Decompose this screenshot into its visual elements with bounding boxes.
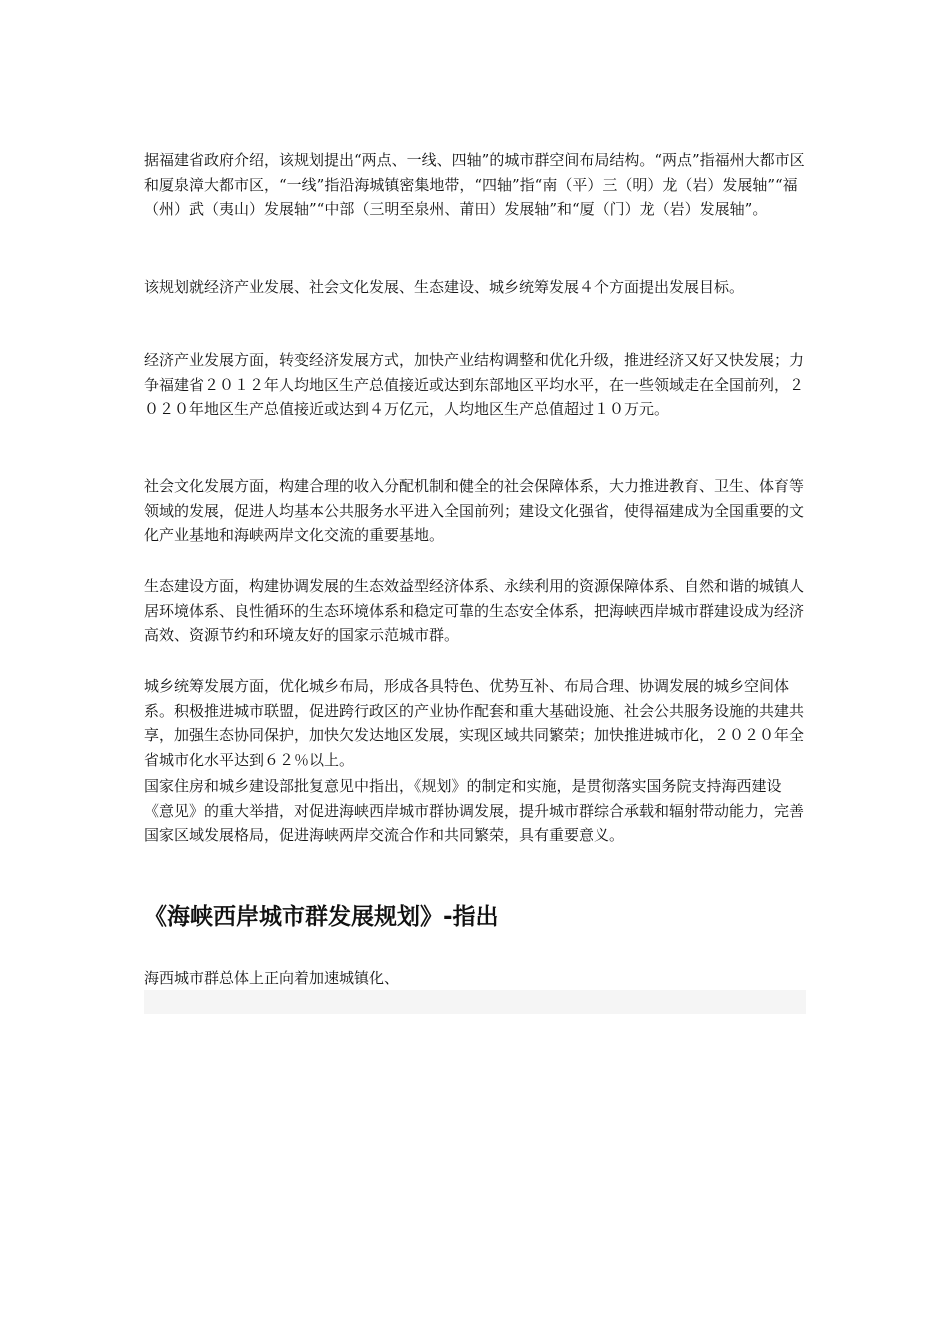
- paragraph-urban-rural: 城乡统筹发展方面，优化城乡布局，形成各具特色、优势互补、布局合理、协调发展的城乡空间体系。积极推进城市联盟，促进跨行政区的产业协作配套和重大基础设施、社会公共服务设施的共建共享，加强生态协同保护，加快欠发达地区发展，实现区域共同繁荣；加快推进城市化，２０２０年全省城市化水平达到６２％以上。: [144, 677, 805, 769]
- paragraph-ministry-opinion: 国家住房和城乡建设部批复意见中指出，《规划》的制定和实施，是贯彻落实国务院支持海西建设《意见》的重大举措，对促进海峡西岸城市群协调发展，提升城市群综合承载和辐射带动能力，完善国家区域发展格局，促进海峡两岸交流合作和共同繁荣，具有重要意义。: [144, 777, 805, 844]
- gray-content-bar: [144, 990, 806, 1014]
- section-heading: 《海峡西岸城市群发展规划》-指出: [144, 904, 499, 930]
- closing-line: 海西城市群总体上正向着加速城镇化、: [144, 969, 400, 987]
- paragraph-social-cultural: 社会文化发展方面，构建合理的收入分配机制和健全的社会保障体系，大力推进教育、卫生、体育等领域的发展，促进人均基本公共服务水平进入全国前列；建设文化强省，使得福建成为全国重要的文化产业基地和海峡两岸文化交流的重要基地。: [144, 477, 805, 544]
- paragraph-spatial-layout: 据福建省政府介绍，该规划提出“两点、一线、四轴”的城市群空间布局结构。“两点”指福州大都市区和厦泉漳大都市区，“一线”指沿海城镇密集地带，“四轴”指“南（平）三（明）龙（岩）发展轴”“福（州）武（夷山）发展轴”“中部（三明至泉州、莆田）发展轴”和“厦（门）龙（岩）发展轴”。: [144, 151, 805, 218]
- paragraph-economic-development: 经济产业发展方面，转变经济发展方式，加快产业结构调整和优化升级，推进经济又好又快发展；力争福建省２０１２年人均地区生产总值接近或达到东部地区平均水平，在一些领域走在全国前列，２０２０年地区生产总值接近或达到４万亿元，人均地区生产总值超过１０万元。: [144, 351, 805, 418]
- paragraph-development-goals: 该规划就经济产业发展、社会文化发展、生态建设、城乡统筹发展４个方面提出发展目标。: [144, 278, 745, 296]
- paragraph-ecological: 生态建设方面，构建协调发展的生态效益型经济体系、永续利用的资源保障体系、自然和谐的城镇人居环境体系、良性循环的生态环境体系和稳定可靠的生态安全体系，把海峡西岸城市群建设成为经济高效、资源节约和环境友好的国家示范城市群。: [144, 577, 805, 644]
